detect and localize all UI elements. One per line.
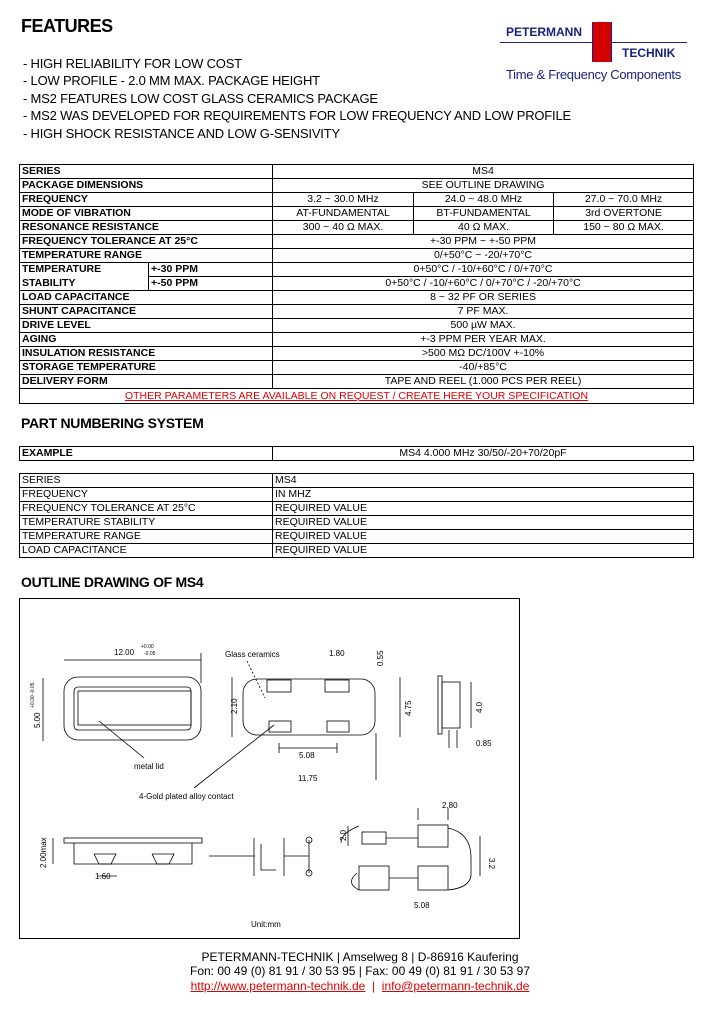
spec-label: STABILITY xyxy=(20,277,149,291)
spec-value: >500 MΩ DC/100V +-10% xyxy=(273,347,694,361)
table-row xyxy=(20,361,694,375)
footprint-view xyxy=(341,808,480,890)
table-row xyxy=(20,319,694,333)
label-metal-lid: metal lid xyxy=(134,762,164,771)
side-view xyxy=(438,676,471,748)
part-label: FREQUENCY xyxy=(20,488,273,502)
part-numbering-table xyxy=(19,473,694,558)
part-label: TEMPERATURE RANGE xyxy=(20,530,273,544)
table-row xyxy=(20,165,694,179)
label-contact: 4-Gold plated alloy contact xyxy=(139,792,234,801)
part-value: REQUIRED VALUE xyxy=(273,544,694,558)
dim-length-tol: -0.05 xyxy=(144,651,156,657)
spec-label: INSULATION RESISTANCE xyxy=(20,347,273,361)
spec-value: 0+50°C / -10/+60°C / 0/+70°C xyxy=(273,263,694,277)
logo-red-bar xyxy=(592,22,612,62)
dim-2-00-max: 2.00max xyxy=(39,837,48,868)
table-row xyxy=(20,179,694,193)
part-label: TEMPERATURE STABILITY xyxy=(20,516,273,530)
spec-label: SHUNT CAPACITANCE xyxy=(20,305,273,319)
spec-value: 500 µW MAX. xyxy=(273,319,694,333)
table-row xyxy=(20,544,694,558)
spec-value: 150 ~ 80 Ω MAX. xyxy=(554,221,694,235)
table-row xyxy=(20,263,694,277)
part-value: IN MHZ xyxy=(273,488,694,502)
website-link[interactable]: http://www.petermann-technik.de xyxy=(190,979,366,993)
table-row xyxy=(20,193,694,207)
spec-label: DRIVE LEVEL xyxy=(20,319,273,333)
dim-2-10: 2.10 xyxy=(230,698,239,714)
table-row xyxy=(20,447,694,461)
table-row xyxy=(20,333,694,347)
spec-label: TEMPERATURE xyxy=(20,263,149,277)
spec-value: 7 PF MAX. xyxy=(273,305,694,319)
spec-value: 0/+50°C ~ -20/+70°C xyxy=(273,249,694,263)
table-row xyxy=(20,235,694,249)
dim-width-tol: +0.00 -0.05 xyxy=(30,682,36,708)
spec-value: 3.2 ~ 30.0 MHz xyxy=(273,193,414,207)
feature-item: - HIGH RELIABILITY FOR LOW COST xyxy=(23,56,242,71)
table-row xyxy=(20,277,694,291)
table-row xyxy=(20,474,694,488)
logo-slogan: Time & Frequency Components xyxy=(506,67,681,82)
spec-label: PACKAGE DIMENSIONS xyxy=(20,179,273,193)
request-specification-link[interactable]: OTHER PARAMETERS ARE AVAILABLE ON REQUEST / CREATE HERE YOUR SPECIFICATION xyxy=(124,389,589,402)
spec-value: AT-FUNDAMENTAL xyxy=(273,207,414,221)
logo-word-petermann: PETERMANN xyxy=(506,25,583,39)
feature-item: - MS2 FEATURES LOW COST GLASS CERAMICS PACKAGE xyxy=(23,91,378,106)
part-label: LOAD CAPACITANCE xyxy=(20,544,273,558)
spec-value: 300 ~ 40 Ω MAX. xyxy=(273,221,414,235)
table-row xyxy=(20,488,694,502)
feature-item: - LOW PROFILE - 2.0 MM MAX. PACKAGE HEIGHT xyxy=(23,73,320,88)
spec-table xyxy=(19,164,694,404)
dim-length: 12.00 xyxy=(114,648,135,657)
top-view-lid xyxy=(43,653,201,758)
spec-label: LOAD CAPACITANCE xyxy=(20,291,273,305)
spec-value: BT-FUNDAMENTAL xyxy=(414,207,554,221)
dim-5-08: 5.08 xyxy=(299,751,315,760)
footer-address: PETERMANN-TECHNIK | Amselweg 8 | D-86916 Kaufering xyxy=(201,950,519,964)
dim-0-85: 0.85 xyxy=(476,739,492,748)
part-label: SERIES xyxy=(20,474,273,488)
crystal-schematic-symbol xyxy=(209,837,312,876)
spec-label: RESONANCE RESISTANCE xyxy=(20,221,273,235)
example-label: EXAMPLE xyxy=(20,447,273,461)
spec-label: AGING xyxy=(20,333,273,347)
table-row xyxy=(20,375,694,389)
dim-1-80: 1.80 xyxy=(329,649,345,658)
spec-label: DELIVERY FORM xyxy=(20,375,273,389)
table-row xyxy=(20,347,694,361)
dim-2-80: 2.80 xyxy=(442,801,458,810)
part-value: REQUIRED VALUE xyxy=(273,530,694,544)
spec-value: MS4 xyxy=(273,165,694,179)
part-label: FREQUENCY TOLERANCE AT 25°C xyxy=(20,502,273,516)
feature-item: - MS2 WAS DEVELOPED FOR REQUIREMENTS FOR LOW FREQUENCY AND LOW PROFILE xyxy=(23,108,571,123)
spec-value: 27.0 ~ 70.0 MHz xyxy=(554,193,694,207)
dim-4-75: 4.75 xyxy=(404,700,413,716)
label-glass-ceramics: Glass ceramics xyxy=(225,650,280,659)
table-row xyxy=(20,305,694,319)
spec-value: +-3 PPM PER YEAR MAX. xyxy=(273,333,694,347)
dim-11-75: 11.75 xyxy=(298,774,318,783)
table-row xyxy=(20,516,694,530)
example-table xyxy=(19,446,694,461)
spec-value: 3rd OVERTONE xyxy=(554,207,694,221)
logo-word-technik: TECHNIK xyxy=(622,46,676,60)
spec-label: FREQUENCY xyxy=(20,193,273,207)
dim-3-2: 3.2 xyxy=(487,858,496,870)
spec-value: 24.0 ~ 48.0 MHz xyxy=(414,193,554,207)
dim-4-0: 4.0 xyxy=(475,701,484,713)
dim-5-08-footprint: 5.08 xyxy=(414,901,430,910)
example-value: MS4 4.000 MHz 30/50/-20+70/20pF xyxy=(273,447,694,461)
spec-label: MODE OF VIBRATION xyxy=(20,207,273,221)
profile-view xyxy=(53,838,202,876)
spec-label: TEMPERATURE RANGE xyxy=(20,249,273,263)
table-row xyxy=(20,249,694,263)
table-row xyxy=(20,221,694,235)
email-link[interactable]: info@petermann-technik.de xyxy=(381,979,530,993)
link-separator: | xyxy=(365,979,382,993)
dim-1-60: 1.60 xyxy=(95,872,111,881)
part-value: MS4 xyxy=(273,474,694,488)
spec-value: -40/+85°C xyxy=(273,361,694,375)
spec-label: SERIES xyxy=(20,165,273,179)
spec-value: 0+50°C / -10/+60°C / 0/+70°C / -20/+70°C xyxy=(273,277,694,291)
table-row xyxy=(20,207,694,221)
dim-width: 5.00 xyxy=(33,712,42,728)
part-value: REQUIRED VALUE xyxy=(273,502,694,516)
table-row xyxy=(20,502,694,516)
unit-label: Unit:mm xyxy=(251,920,281,929)
bottom-view-pads xyxy=(194,661,400,788)
table-row xyxy=(20,291,694,305)
outline-drawing-title: OUTLINE DRAWING OF MS4 xyxy=(21,574,204,590)
spec-sublabel: +-30 PPM xyxy=(149,263,273,277)
part-value: REQUIRED VALUE xyxy=(273,516,694,530)
dim-0-55: 0.55 xyxy=(376,650,385,666)
spec-sublabel: +-50 PPM xyxy=(149,277,273,291)
spec-value: TAPE AND REEL (1.000 PCS PER REEL) xyxy=(273,375,694,389)
spec-value: 8 ~ 32 PF OR SERIES xyxy=(273,291,694,305)
feature-item: - HIGH SHOCK RESISTANCE AND LOW G-SENSIVITY xyxy=(23,126,340,141)
dim-length-tol: +0.00 xyxy=(141,644,154,650)
footer-phone: Fon: 00 49 (0) 81 91 / 30 53 95 | Fax: 00 49 (0) 81 91 / 30 53 97 xyxy=(189,964,530,978)
spec-value: SEE OUTLINE DRAWING xyxy=(273,179,694,193)
features-title: FEATURES xyxy=(21,16,113,36)
table-row xyxy=(20,389,694,404)
spec-label: FREQUENCY TOLERANCE AT 25°C xyxy=(20,235,273,249)
footer-links xyxy=(0,979,720,993)
spec-value: 40 Ω MAX. xyxy=(414,221,554,235)
spec-label: STORAGE TEMPERATURE xyxy=(20,361,273,375)
table-row xyxy=(20,530,694,544)
part-numbering-title: PART NUMBERING SYSTEM xyxy=(21,415,204,431)
dim-2-0: 2.0 xyxy=(339,829,348,841)
outline-drawing xyxy=(19,598,520,939)
spec-value: +-30 PPM ~ +-50 PPM xyxy=(273,235,694,249)
